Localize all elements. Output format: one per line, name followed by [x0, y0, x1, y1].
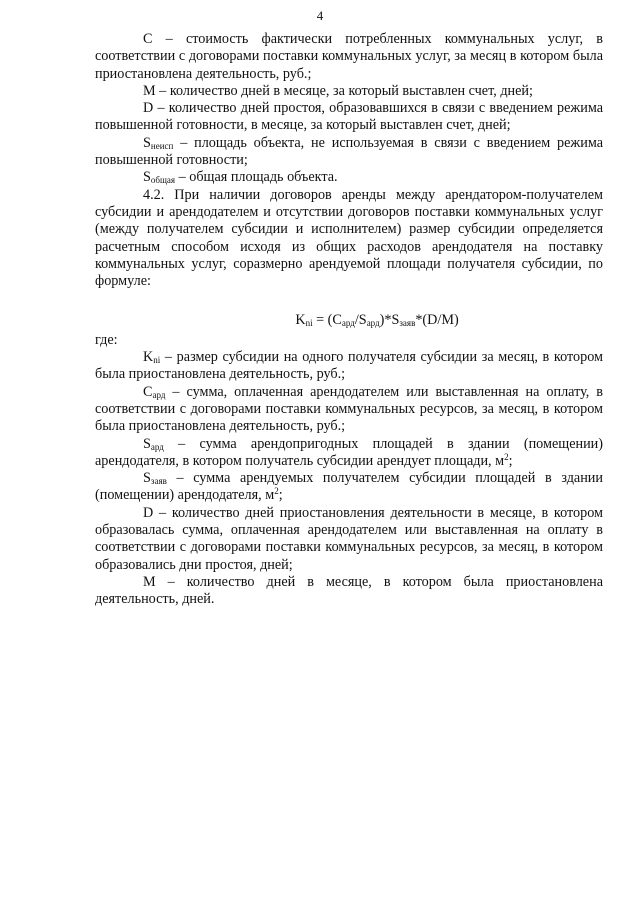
symbol: S: [143, 470, 151, 487]
definition-text-end: ;: [278, 487, 283, 504]
definition-text: – сумма арендопригодных площадей в здании (помещении) арендодателя, в котором получатель субсидии арендует площади, м: [95, 435, 603, 469]
definition-s-obshaya: [95, 169, 603, 186]
symbol: D: [143, 504, 154, 521]
formula-part: = (C: [312, 312, 342, 329]
definition-c-ard: [95, 384, 603, 436]
where-label: где:: [95, 331, 118, 348]
definition-text: – стоимость фактически потребленных коммунальных услуг, в соответствии с договорами поставки коммунальных услуг, за месяц в котором была приостановлена деятельность, руб.;: [95, 31, 603, 82]
symbol: C: [143, 383, 153, 400]
definition-text-end: ;: [508, 452, 513, 469]
definition-s-zayav: [95, 470, 603, 505]
symbol-subscript: ард: [152, 389, 166, 400]
definition-d-2: [95, 505, 603, 574]
symbol: S: [143, 169, 151, 186]
definition-text: – сумма, оплаченная арендодателем или выставленная на оплату, в соответствии с договорами поставки коммунальных ресурсов, за месяц, в котором была приостановлена деятельность, руб.;: [95, 383, 603, 435]
symbol: C: [143, 31, 153, 47]
page-number: 4: [316, 8, 324, 23]
symbol: S: [143, 435, 151, 452]
formula-k-subscript: ni: [305, 318, 313, 329]
formula-part: )*S: [379, 312, 400, 329]
symbol-subscript: ni: [153, 355, 161, 366]
document-body: [95, 31, 603, 609]
definition-m: [95, 83, 603, 100]
definition-k-ni: [95, 349, 603, 384]
symbol: M: [143, 82, 156, 99]
formula-s-subscript: ард: [366, 318, 380, 329]
definition-s-neisp: [95, 135, 603, 170]
definition-text: – количество дней в месяце, в котором была приостановлена деятельность, дней.: [95, 573, 603, 608]
definition-d: [95, 100, 603, 135]
clause-4-2: 4.2. При наличии договоров аренды между арендатором-получателем субсидии и арендодателем и отсутствии договоров поставки коммунальных услуг (между получателем субсидии и исполнителем) размер субсидии определяется расчетным способом исходя из общих расходов арендодателя на поставку коммунальных услуг, соразмерно арендуемой площади получателя субсидии, по формуле:: [95, 186, 603, 290]
definition-text: – количество дней в месяце, за который выставлен счет, дней;: [155, 82, 533, 99]
definition-text: – общая площадь объекта.: [175, 169, 338, 186]
definition-text: – количество дней простоя, образовавшихся в связи с введением режима повышенной готовности, в месяце, за который выставлен счет, дней;: [95, 100, 603, 134]
symbol: D: [143, 100, 154, 117]
definition-text: – площадь объекта, не используемая в связи с введением режима повышенной готовности;: [95, 134, 603, 169]
formula-s2-subscript: заяв: [399, 318, 416, 329]
formula-part: *(D/M): [415, 312, 459, 329]
definition-text: – сумма арендуемых получателем субсидии площадей в здании (помещении) арендодателя, м: [95, 470, 603, 504]
symbol: K: [143, 349, 154, 366]
formula-part: /S: [354, 312, 367, 329]
symbol-subscript: неисп: [150, 140, 174, 151]
symbol: S: [143, 134, 151, 151]
definition-s-ard: [95, 436, 603, 471]
symbol-subscript: ард: [150, 441, 164, 452]
unit-superscript: 2: [274, 486, 279, 497]
unit-superscript: 2: [504, 451, 509, 462]
definition-m-2: [95, 574, 603, 609]
symbol-subscript: заяв: [150, 476, 167, 487]
symbol-subscript: общая: [150, 175, 176, 186]
formula-c-subscript: ард: [341, 318, 355, 329]
symbol: M: [143, 573, 156, 590]
formula-k: K: [295, 312, 306, 329]
definition-text: – количество дней приостановления деятельности в месяце, в котором образовалась сумма, оплаченная арендодателем или выставленная на оплату в соответствии с договорами поставки коммунальных ресурсов, за месяц, в котором образовались дни простоя, дней;: [95, 504, 603, 573]
formula: [95, 312, 603, 329]
definition-text: – размер субсидии на одного получателя субсидии за месяц, в котором была приостановлена деятельность, руб.;: [95, 349, 603, 383]
definition-c: [95, 31, 603, 83]
